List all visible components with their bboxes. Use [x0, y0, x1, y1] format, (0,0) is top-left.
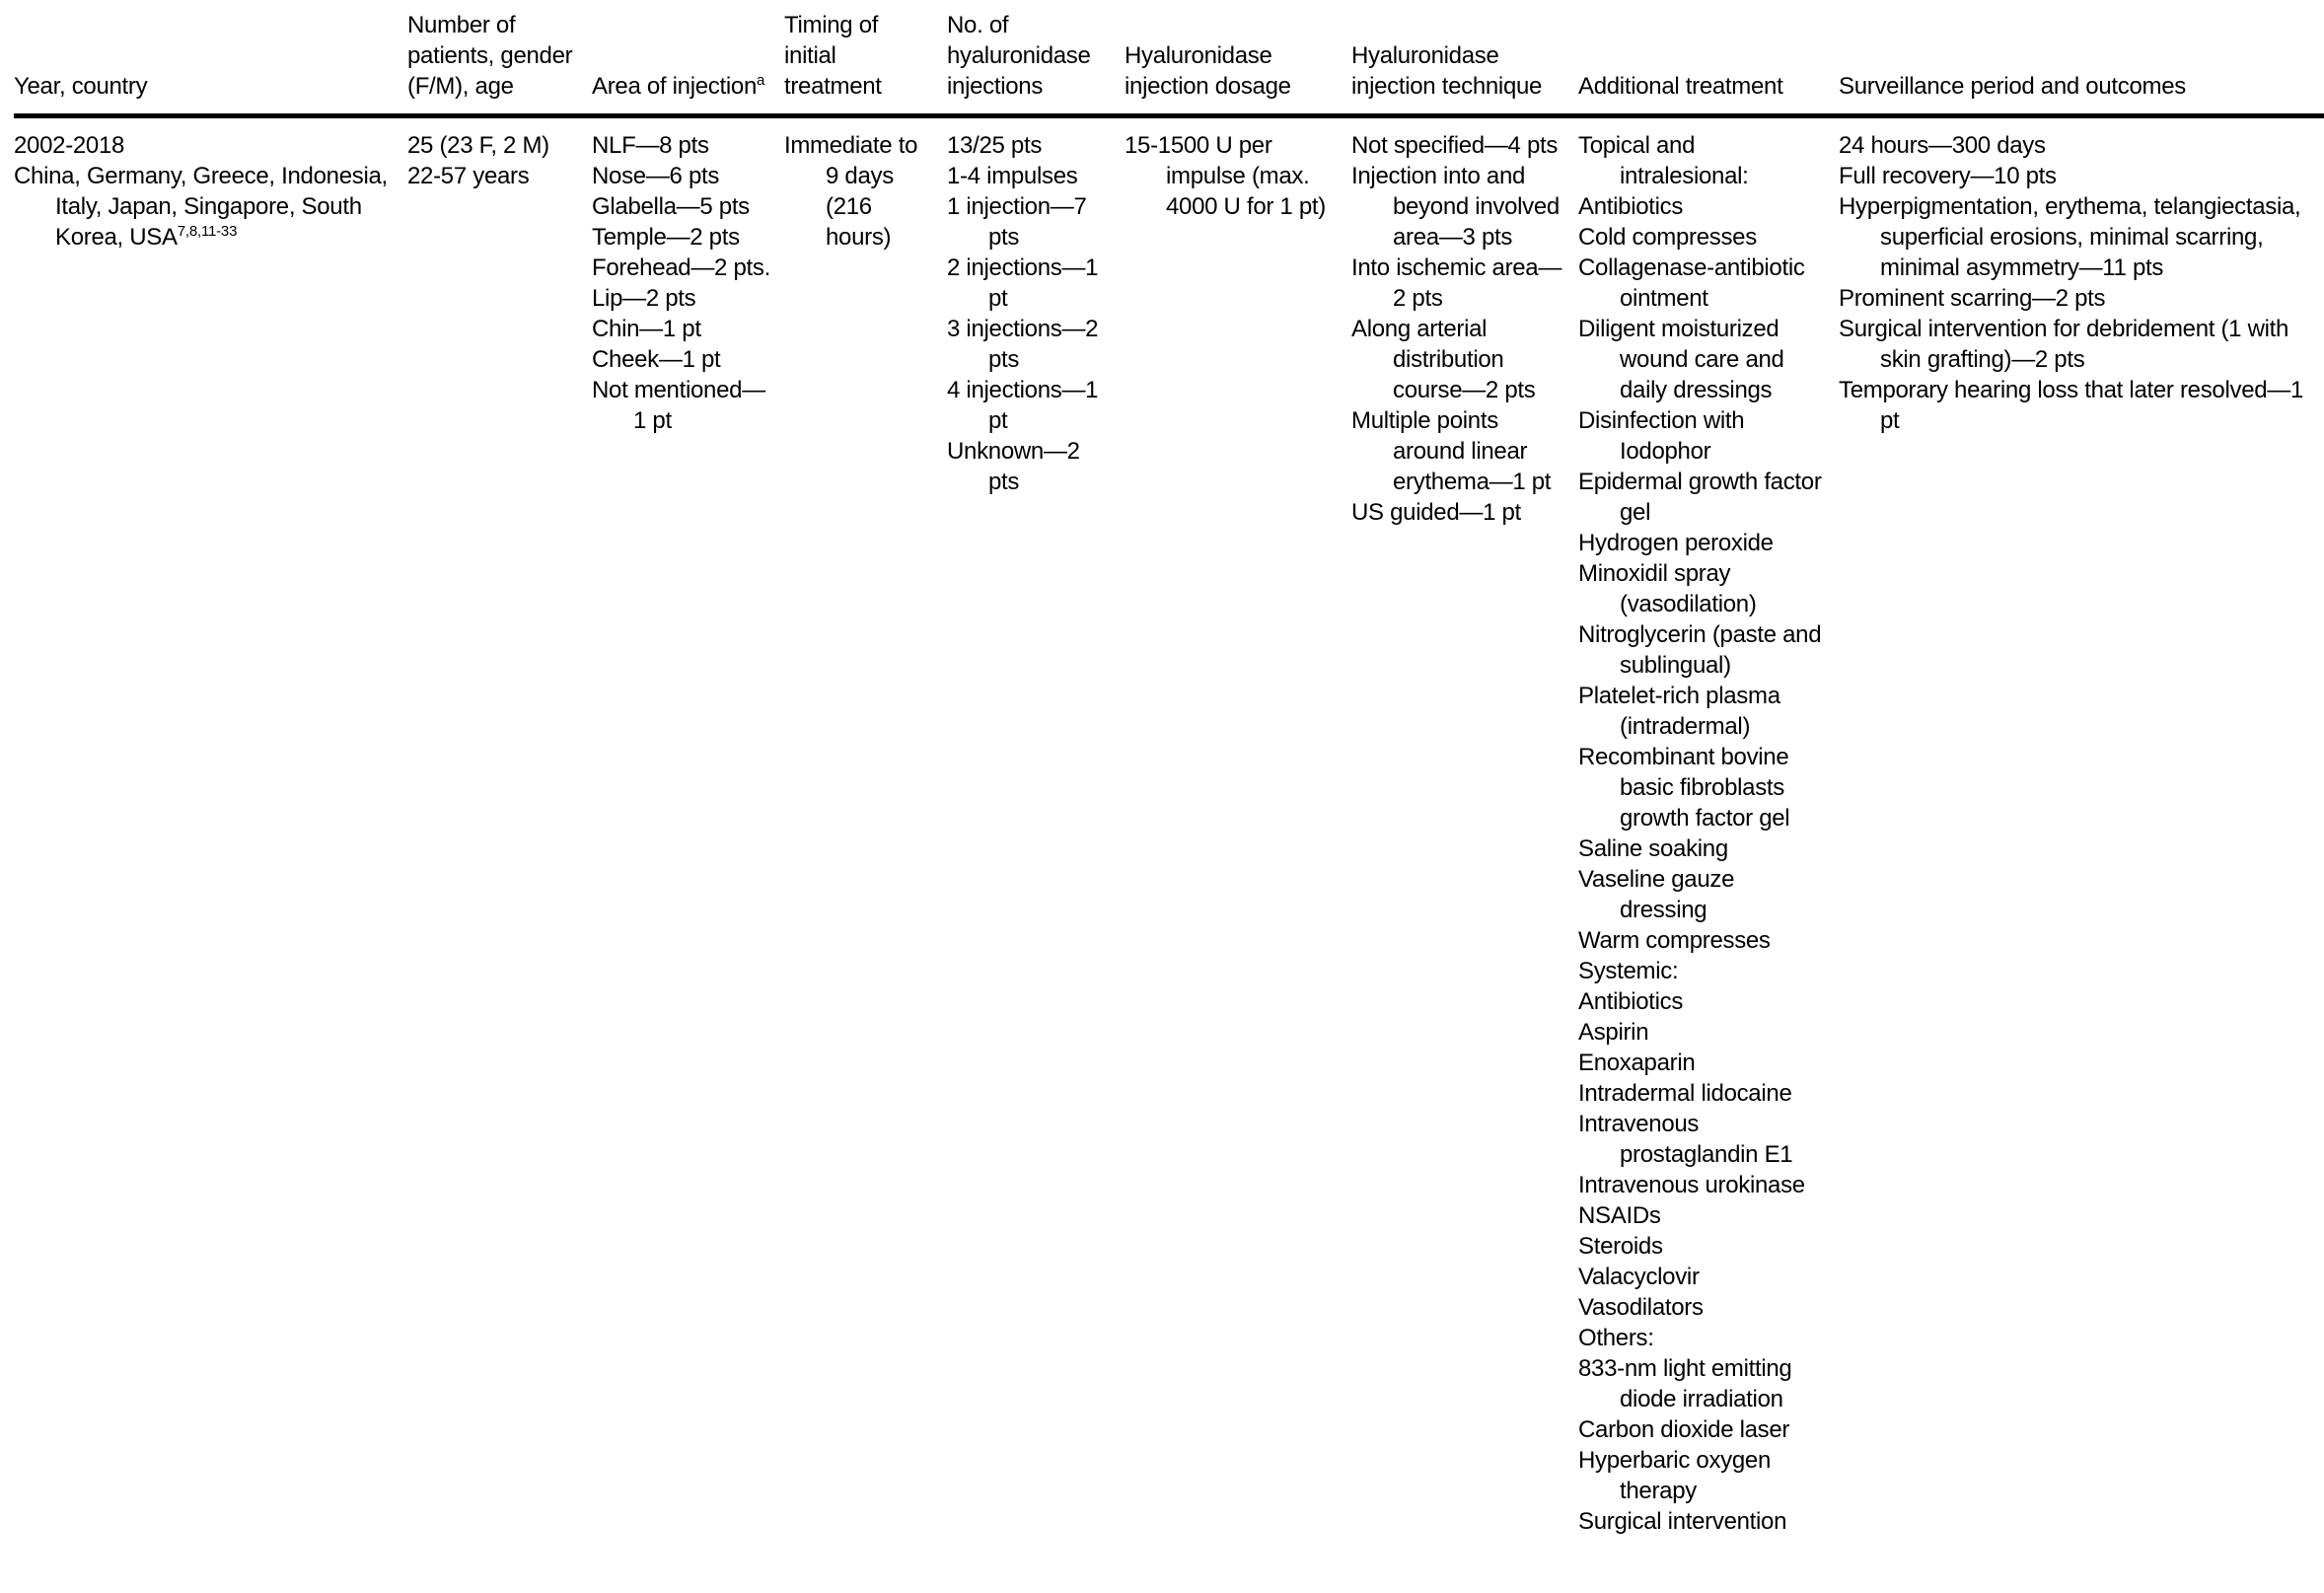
col-header-label: Surveillance period and outcomes: [1839, 73, 2186, 100]
cell-item-text: Not specified—4 pts: [1351, 132, 1559, 159]
cell-item-text: Intravenous prostaglandin E1: [1578, 1111, 1793, 1168]
cell-item-text: China, Germany, Greece, Indonesia, Italy, Japan, Singapore, South Korea, USA: [14, 163, 388, 251]
cell-item-text: Valacyclovir: [1578, 1264, 1700, 1290]
cell-item: [1578, 1292, 1825, 1323]
cell-item: [947, 375, 1111, 436]
cell-item: [1351, 130, 1564, 161]
cell-item-text: 13/25 pts: [947, 132, 1043, 159]
cell-item: [1578, 833, 1825, 864]
cell-item: [1578, 1445, 1825, 1506]
cell-item-text: Along arterial distribution course—2 pts: [1351, 316, 1536, 403]
cell-item-text: Surgical intervention for debridement (1 with skin grafting)—2 pts: [1839, 316, 2289, 373]
cell-item-text: 833-nm light emitting diode irradiation: [1578, 1355, 1792, 1412]
col-header-label: Additional treatment: [1578, 73, 1783, 100]
cell-item: [947, 253, 1111, 314]
cell-item-text: Cold compresses: [1578, 224, 1757, 251]
cell-item: [407, 130, 578, 161]
cell-item: [1839, 375, 2310, 436]
cell-injection-dosage: [1125, 116, 1351, 1538]
cell-item: [592, 314, 770, 344]
cell-item: [1578, 314, 1825, 405]
cell-item-text: Intravenous urokinase: [1578, 1172, 1805, 1198]
col-header-num-hyaluronidase-injections: [947, 10, 1125, 116]
col-header-injection-dosage: [1125, 10, 1351, 116]
col-header-label: Number of patients, gender (F/M), age: [407, 12, 573, 100]
cell-item-text: Cheek—1 pt: [592, 346, 721, 373]
cell-item-text: Not mentioned—1 pt: [592, 377, 765, 434]
cell-item: [1578, 1078, 1825, 1109]
cell-item: [1578, 1414, 1825, 1445]
cell-item: [1578, 1231, 1825, 1262]
cell-item: [407, 161, 578, 191]
cell-item-text: NLF—8 pts: [592, 132, 709, 159]
study-summary-table: [14, 10, 2324, 1537]
cell-item-text: 1 injection—7 pts: [947, 193, 1087, 251]
cell-item: [592, 253, 770, 283]
cell-item: [1578, 222, 1825, 253]
cell-item-text: 1-4 impulses: [947, 163, 1078, 189]
cell-patients: [407, 116, 592, 1538]
cell-item: [947, 161, 1111, 191]
cell-item: [1839, 130, 2310, 161]
cell-item: [592, 283, 770, 314]
cell-item: [1351, 497, 1564, 528]
cell-item: [14, 161, 394, 253]
cell-item: [592, 191, 770, 222]
cell-item: [1578, 253, 1825, 314]
col-header-year-country: [14, 10, 407, 116]
col-header-patients: [407, 10, 592, 116]
cell-item: [1578, 619, 1825, 681]
cell-surveillance: [1839, 116, 2324, 1538]
cell-item-text: Intradermal lidocaine: [1578, 1080, 1792, 1107]
col-header-timing: [784, 10, 947, 116]
cell-item: [1578, 1170, 1825, 1200]
cell-item-text: Platelet-rich plasma (intradermal): [1578, 683, 1780, 740]
cell-item-text: 3 injections—2 pts: [947, 316, 1099, 373]
header-superscript: a: [757, 72, 765, 89]
table-body: [14, 116, 2324, 1538]
cell-item-text: 22-57 years: [407, 163, 530, 189]
col-header-label: Hyaluronidase injection technique: [1351, 42, 1543, 100]
cell-item-text: Injection into and beyond involved area—3 pts: [1351, 163, 1560, 251]
cell-item-text: Hyperbaric oxygen therapy: [1578, 1447, 1771, 1504]
cell-item: [1578, 1200, 1825, 1231]
cell-item-text: Steroids: [1578, 1233, 1663, 1260]
cell-item-text: Surgical intervention: [1578, 1508, 1787, 1535]
cell-item-text: US guided—1 pt: [1351, 499, 1521, 526]
cell-item-text: Temple—2 pts: [592, 224, 740, 251]
col-header-label: Year, country: [14, 73, 148, 100]
cell-item: [947, 191, 1111, 253]
cell-item: [1578, 467, 1825, 528]
cell-item: [592, 161, 770, 191]
cell-item-text: Hyperpigmentation, erythema, telangiectasia, superficial erosions, minimal scarring, minimal asymmetry—11 pts: [1839, 193, 2301, 281]
cell-item-text: Glabella—5 pts: [592, 193, 750, 220]
cell-additional-treatment: [1578, 116, 1839, 1538]
cell-item: [14, 130, 394, 161]
cell-item: [1351, 405, 1564, 497]
cell-item: [1578, 681, 1825, 742]
cell-item: [1578, 528, 1825, 558]
cell-item: [947, 130, 1111, 161]
cell-item-text: 24 hours—300 days: [1839, 132, 2046, 159]
cell-item-text: Aspirin: [1578, 1019, 1649, 1046]
cell-item-text: Multiple points around linear erythema—1 pt: [1351, 407, 1552, 495]
col-header-area-of-injection: [592, 10, 784, 116]
cell-item: [1578, 1017, 1825, 1048]
cell-item-text: Carbon dioxide laser: [1578, 1416, 1790, 1443]
col-header-label: Hyaluronidase injection dosage: [1125, 42, 1291, 100]
cell-item: [784, 130, 933, 253]
col-header-injection-technique: [1351, 10, 1578, 116]
cell-item: [1351, 253, 1564, 314]
cell-item-text: Enoxaparin: [1578, 1050, 1696, 1076]
cell-item-text: Saline soaking: [1578, 835, 1728, 862]
cell-item: [1125, 130, 1338, 222]
cell-item: [1578, 1109, 1825, 1170]
cell-item-text: 2 injections—1 pt: [947, 254, 1099, 312]
cell-item-text: Antibiotics: [1578, 193, 1684, 220]
header-row: [14, 10, 2324, 116]
col-header-surveillance: [1839, 10, 2324, 116]
cell-item: [1578, 956, 1825, 986]
cell-item-text: Minoxidil spray (vasodilation): [1578, 560, 1757, 617]
cell-year-country: [14, 116, 407, 1538]
cell-item: [1578, 1353, 1825, 1414]
cell-item-text: Epidermal growth factor gel: [1578, 469, 1822, 526]
col-header-label: Timing of initial treatment: [784, 12, 882, 100]
cell-item: [592, 222, 770, 253]
cell-item-text: Forehead—2 pts.: [592, 254, 770, 281]
cell-item-text: Diligent moisturized wound care and daily dressings: [1578, 316, 1784, 403]
cell-injection-technique: [1351, 116, 1578, 1538]
cell-item-text: Vasodilators: [1578, 1294, 1704, 1321]
cell-item: [1578, 130, 1825, 191]
cell-item: [1839, 314, 2310, 375]
cell-item-text: 15-1500 U per impulse (max. 4000 U for 1 pt): [1125, 132, 1326, 220]
cell-item-text: 4 injections—1 pt: [947, 377, 1099, 434]
cell-item: [1578, 1506, 1825, 1537]
cell-item-text: Systemic:: [1578, 958, 1679, 984]
cell-item-text: Topical and intralesional:: [1578, 132, 1749, 189]
cell-item-text: Disinfection with Iodophor: [1578, 407, 1745, 465]
cell-item: [1578, 558, 1825, 619]
col-header-label: No. of hyaluronidase injections: [947, 12, 1091, 100]
reference-superscript: 7,8,11-33: [177, 223, 238, 240]
cell-item-text: Temporary hearing loss that later resolved—1 pt: [1839, 377, 2304, 434]
cell-item-text: Chin—1 pt: [592, 316, 701, 342]
cell-item: [1578, 1262, 1825, 1292]
cell-item: [592, 375, 770, 436]
cell-item: [592, 344, 770, 375]
cell-item: [1839, 161, 2310, 191]
cell-item: [1578, 1323, 1825, 1353]
cell-item-text: NSAIDs: [1578, 1202, 1661, 1229]
cell-item-text: Nose—6 pts: [592, 163, 720, 189]
cell-item: [1351, 314, 1564, 405]
cell-item-text: Full recovery—10 pts: [1839, 163, 2057, 189]
cell-area-of-injection: [592, 116, 784, 1538]
cell-item-text: Into ischemic area—2 pts: [1351, 254, 1562, 312]
cell-item-text: Prominent scarring—2 pts: [1839, 285, 2106, 312]
cell-item: [1578, 191, 1825, 222]
col-header-additional-treatment: [1578, 10, 1839, 116]
cell-item-text: Warm compresses: [1578, 927, 1771, 954]
col-header-label: Area of injection: [592, 73, 758, 100]
cell-item: [1578, 986, 1825, 1017]
cell-timing: [784, 116, 947, 1538]
cell-item-text: 2002-2018: [14, 132, 125, 159]
table-row: [14, 116, 2324, 1538]
cell-item: [1578, 925, 1825, 956]
cell-item-text: 25 (23 F, 2 M): [407, 132, 549, 159]
cell-item: [1351, 161, 1564, 253]
cell-item: [1578, 742, 1825, 833]
cell-item: [1578, 864, 1825, 925]
cell-item: [1839, 191, 2310, 283]
cell-item-text: Recombinant bovine basic fibroblasts growth factor gel: [1578, 744, 1790, 832]
cell-item-text: Immediate to 9 days (216 hours): [784, 132, 918, 251]
cell-item-text: Lip—2 pts: [592, 285, 696, 312]
cell-item: [1578, 1048, 1825, 1078]
cell-item: [592, 130, 770, 161]
cell-item: [947, 436, 1111, 497]
cell-item: [947, 314, 1111, 375]
cell-item-text: Others:: [1578, 1325, 1654, 1351]
cell-item-text: Vaseline gauze dressing: [1578, 866, 1735, 923]
cell-item-text: Antibiotics: [1578, 988, 1684, 1015]
cell-num-hyaluronidase-injections: [947, 116, 1125, 1538]
cell-item-text: Nitroglycerin (paste and sublingual): [1578, 621, 1822, 679]
table-header: [14, 10, 2324, 116]
cell-item: [1839, 283, 2310, 314]
cell-item: [1578, 405, 1825, 467]
cell-item-text: Collagenase-antibiotic ointment: [1578, 254, 1805, 312]
cell-item-text: Hydrogen peroxide: [1578, 530, 1774, 556]
cell-item-text: Unknown—2 pts: [947, 438, 1080, 495]
